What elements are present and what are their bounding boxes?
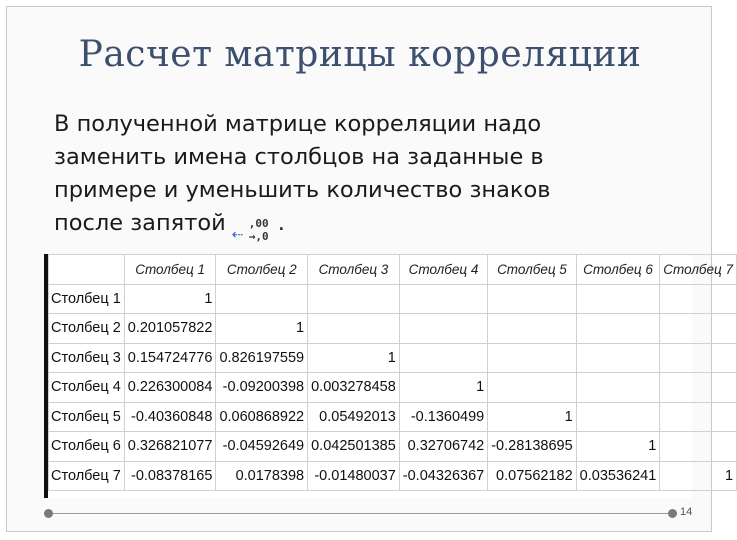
table-cell[interactable]: 0.03536241 — [576, 461, 660, 491]
footer-dot-left — [44, 509, 53, 518]
table-cell[interactable]: 0.326821077 — [124, 432, 216, 462]
footer-dot-right — [668, 509, 677, 518]
table-cell[interactable]: 0.0178398 — [216, 461, 308, 491]
table-cell[interactable]: 1 — [399, 373, 487, 403]
column-header[interactable]: Столбец 4 — [399, 255, 487, 285]
column-header[interactable]: Столбец 7 — [660, 255, 737, 285]
table-cell[interactable] — [660, 284, 737, 314]
table-cell[interactable] — [488, 284, 576, 314]
table-cell[interactable]: -0.09200398 — [216, 373, 308, 403]
body-line-4 — [54, 207, 674, 243]
row-header[interactable]: Столбец 2 — [49, 314, 125, 344]
correlation-matrix-table — [48, 254, 737, 491]
table-cell[interactable] — [576, 343, 660, 373]
table-cell[interactable]: 0.060868922 — [216, 402, 308, 432]
slide-title: Расчет матрицы корреляции — [78, 34, 642, 75]
table-header-row — [49, 255, 737, 285]
table-cell[interactable]: -0.1360499 — [399, 402, 487, 432]
row-header[interactable]: Столбец 6 — [49, 432, 125, 462]
body-line-1: В полученной матрице корреляции надо — [54, 111, 542, 137]
table-cell[interactable]: 0.003278458 — [308, 373, 400, 403]
table-cell[interactable] — [399, 284, 487, 314]
table-cell[interactable]: 0.154724776 — [124, 343, 216, 373]
table-cell[interactable]: -0.04592649 — [216, 432, 308, 462]
row-header[interactable]: Столбец 1 — [49, 284, 125, 314]
table-cell[interactable]: -0.28138695 — [488, 432, 576, 462]
table-cell[interactable]: 1 — [488, 402, 576, 432]
table-cell[interactable] — [660, 343, 737, 373]
body-line-3: примере и уменьшить количество знаков — [54, 177, 551, 203]
table-cell[interactable] — [660, 373, 737, 403]
row-header[interactable]: Столбец 3 — [49, 343, 125, 373]
body-line-4-end: . — [277, 210, 285, 236]
table-row — [49, 284, 737, 314]
row-header[interactable]: Столбец 4 — [49, 373, 125, 403]
table-cell[interactable] — [399, 314, 487, 344]
column-header[interactable]: Столбец 3 — [308, 255, 400, 285]
table-cell[interactable]: 0.226300084 — [124, 373, 216, 403]
table-cell[interactable] — [576, 314, 660, 344]
table-cell[interactable]: 1 — [124, 284, 216, 314]
table-row — [49, 314, 737, 344]
table-cell[interactable] — [308, 284, 400, 314]
table-cell[interactable] — [660, 314, 737, 344]
table-cell[interactable]: 0.201057822 — [124, 314, 216, 344]
table-cell[interactable] — [660, 432, 737, 462]
table-cell[interactable]: 0.05492013 — [308, 402, 400, 432]
column-header[interactable]: Столбец 6 — [576, 255, 660, 285]
table-row — [49, 461, 737, 491]
body-line-2: заменить имена столбцов на заданные в — [54, 144, 544, 170]
table-cell[interactable]: 1 — [308, 343, 400, 373]
row-header[interactable]: Столбец 7 — [49, 461, 125, 491]
table-cell[interactable]: 1 — [660, 461, 737, 491]
table-cell[interactable]: 0.07562182 — [488, 461, 576, 491]
table-cell[interactable]: 1 — [576, 432, 660, 462]
table-corner-cell[interactable] — [49, 255, 125, 285]
table-cell[interactable]: 0.32706742 — [399, 432, 487, 462]
table-cell[interactable] — [488, 373, 576, 403]
table-row — [49, 402, 737, 432]
table-cell[interactable]: -0.01480037 — [308, 461, 400, 491]
table-row — [49, 343, 737, 373]
table-cell[interactable]: 1 — [216, 314, 308, 344]
table-cell[interactable]: -0.40360848 — [124, 402, 216, 432]
table-cell[interactable] — [308, 314, 400, 344]
row-header[interactable]: Столбец 5 — [49, 402, 125, 432]
table-row — [49, 373, 737, 403]
column-header[interactable]: Столбец 2 — [216, 255, 308, 285]
slide-body-text — [54, 108, 674, 243]
table-cell[interactable] — [399, 343, 487, 373]
table-cell[interactable] — [488, 343, 576, 373]
table-cell[interactable]: -0.04326367 — [399, 461, 487, 491]
column-header[interactable]: Столбец 5 — [488, 255, 576, 285]
table-cell[interactable] — [576, 402, 660, 432]
table-row — [49, 432, 737, 462]
body-line-4-text: после запятой — [54, 210, 226, 236]
table-cell[interactable]: 0.826197559 — [216, 343, 308, 373]
page-number: 14 — [680, 506, 693, 518]
table-cell[interactable] — [576, 284, 660, 314]
table-cell[interactable] — [216, 284, 308, 314]
correlation-table-container — [44, 254, 734, 498]
decrease-decimal-icon: ⇠ ,00 →,0 — [231, 217, 269, 243]
footer-divider — [46, 513, 672, 514]
table-cell[interactable] — [660, 402, 737, 432]
table-cell[interactable] — [488, 314, 576, 344]
table-cell[interactable]: -0.08378165 — [124, 461, 216, 491]
column-header[interactable]: Столбец 1 — [124, 255, 216, 285]
table-cell[interactable]: 0.042501385 — [308, 432, 400, 462]
table-cell[interactable] — [576, 373, 660, 403]
